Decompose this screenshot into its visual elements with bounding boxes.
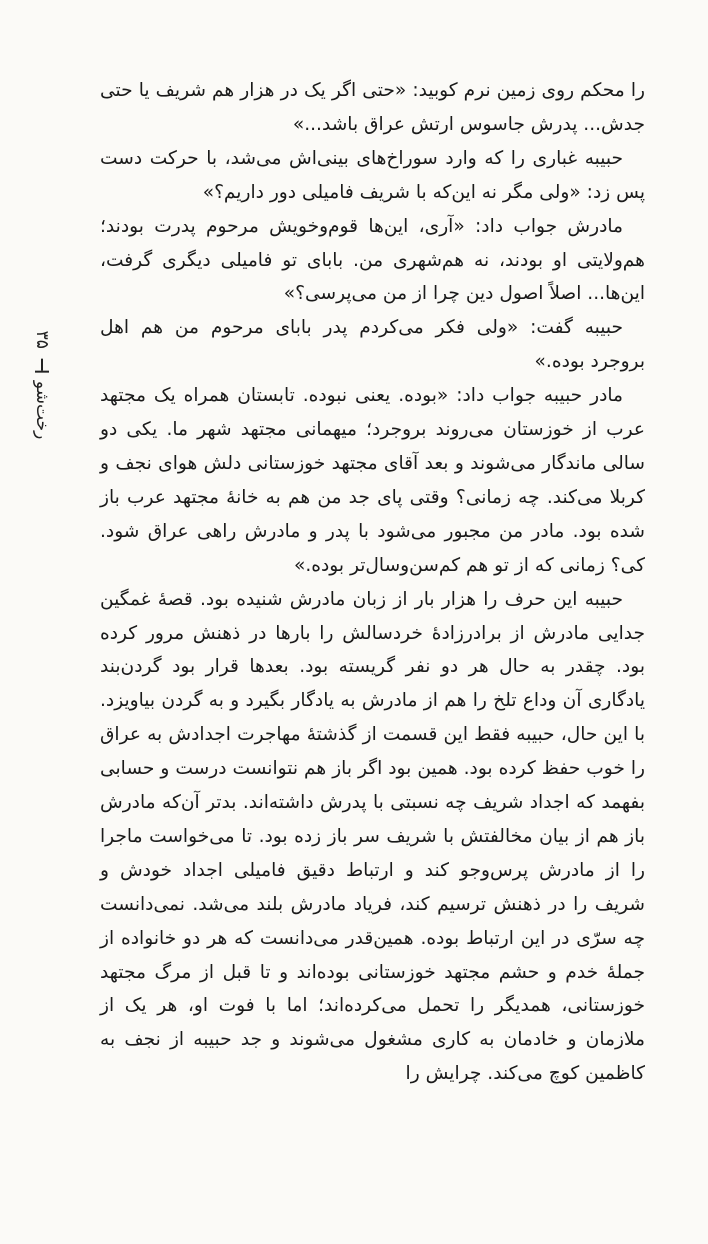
body-text [100,74,645,1091]
header-separator [41,359,43,371]
book-title: رخت‌شو [32,380,52,440]
paragraph-6: حبیبه این حرف را هزار بار از زبان مادرش شنیده بود. قصهٔ غمگین جدایی مادرش از برادرزادهٔ خردسالش را بارها در ذهنش مرور کرده بود. چقدر به حال هر دو نفر گریسته بود. بعدها قرار بود گردن‌بند یادگاری آن وداع تلخ را هم از مادرش به یادگار بگیرد و به گردن بیاویزد. با این حال، حبیبه فقط این قسمت از گذشتهٔ مهاجرت اجدادش به عراق را خوب حفظ کرده بود. همین بود اگر باز هم نتوانست درست و حسابی بفهمد که اجداد شریف چه نسبتی با پدرش داشته‌اند. بدتر آن‌که مادرش باز هم از بیان مخالفتش با شریف سر باز زده بود. تا می‌خواست ماجرا را از مادرش پرس‌وجو کند و ارتباط دقیق فامیلی اجداد خودش و شریف را در ذهنش ترسیم کند، فریاد مادرش بلند می‌شد. نمی‌دانست چه سرّی در این ارتباط بوده. همین‌قدر می‌دانست که هر دو خانواده از جملهٔ خدم و حشم مجتهد خوزستانی بوده‌اند و تا قبل از مرگ مجتهد خوزستانی، همدیگر را تحمل می‌کرده‌اند؛ اما با فوت او، هر یک از ملازمان و خادمان به کاری مشغول می‌شوند و جد حبیبه از نجف به کاظمین کوچ می‌کند. چرایش را [100,588,645,1085]
paragraph-5: مادر حبیبه جواب داد: «بوده. یعنی نبوده. تابستان همراه یک مجتهد عرب از خوزستان می‌روند بروجرد؛ میهمانی مجتهد شهر ما. یکی دو سالی ماندگار می‌شوند و بعد آقای مجتهد خوزستانی دلش هوای نجف و کربلا می‌کند. چه زمانی؟ وقتی پای جد من هم به خانهٔ مجتهد عرب باز شده بود. مادر من مجبور می‌شود با پدر و مادرش راهی عراق شود. کی؟ زمانی که از تو هم کم‌سن‌وسال‌تر بوده.» [100,385,645,576]
paragraph-2: حبیبه غباری را که وارد سوراخ‌های بینی‌اش می‌شد، با حرکت دست پس زد: «ولی مگر نه این‌که با شریف فامیلی دور داریم؟» [100,147,645,203]
paragraph-3: مادرش جواب داد: «آری، این‌ها قوم‌وخویش مرحوم پدرت بودند؛ هم‌ولایتی او بودند، نه هم‌شهری من. بابای تو فامیلی دیگری گرفت، این‌ها... اصلاً اصول دین چرا از من می‌پرسی؟» [100,215,645,305]
paragraph-4: حبیبه گفت: «ولی فکر می‌کردم پدر بابای مرحوم من هم اهل بروجرد بوده.» [100,317,645,373]
page-number: ۳۵ [32,330,52,349]
running-header [27,225,57,545]
paragraph-1: را محکم روی زمین نرم کوبید: «حتی اگر یک در هزار هم شریف یا حتی جدش... پدرش جاسوس ارتش عراق باشد...» [100,80,645,135]
